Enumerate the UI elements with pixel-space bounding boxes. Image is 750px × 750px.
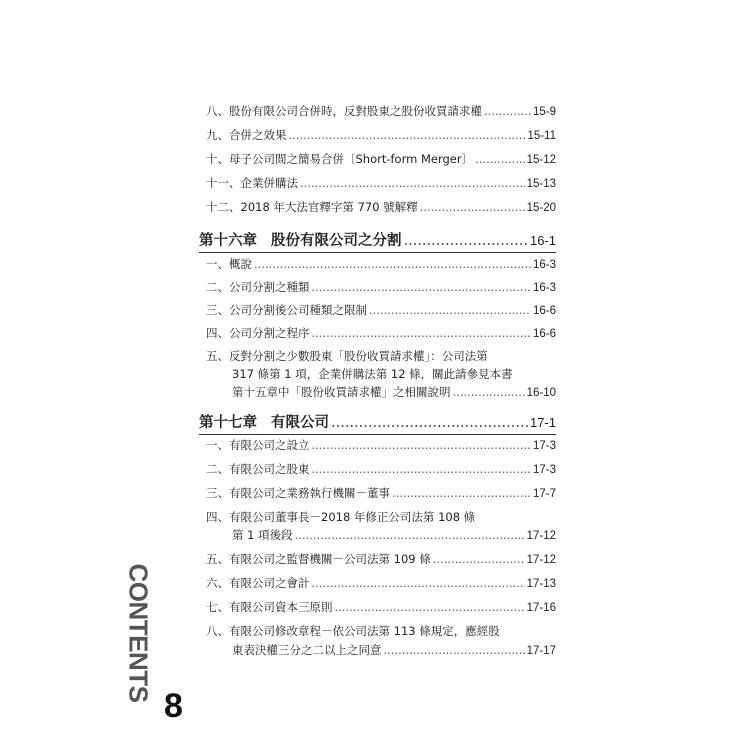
- toc-entry-17-1[interactable]: [206, 438, 556, 453]
- toc-page-ref: 16-3: [532, 282, 556, 294]
- toc-page-ref: 15-20: [526, 202, 556, 214]
- toc-entry-text: 二、有限公司之股東: [206, 462, 310, 476]
- toc-entry-16-5-line2[interactable]: 317 條第 1 項，企業併購法第 12 條，關此請參見本書: [232, 367, 513, 381]
- toc-entry-17-3[interactable]: [206, 486, 556, 501]
- toc-entry-17-2[interactable]: [206, 462, 556, 477]
- dot-leader: [312, 280, 531, 294]
- dot-leader: [475, 152, 524, 166]
- toc-page-ref: 16-6: [532, 328, 556, 340]
- dot-leader: [312, 462, 531, 476]
- dot-leader: [312, 576, 525, 590]
- toc-entry-text: 一、概說: [206, 257, 252, 271]
- toc-entry-text: 一、有限公司之設立: [206, 438, 310, 452]
- dot-leader: [453, 385, 525, 399]
- dot-leader: [335, 600, 525, 614]
- toc-page-ref: 17-12: [526, 530, 556, 542]
- toc-entry-text: 第 1 項後段: [232, 528, 293, 542]
- chapter-heading-16[interactable]: [199, 232, 556, 250]
- toc-entry-text: 三、公司分割後公司種類之限制: [206, 303, 367, 317]
- dot-leader: [289, 128, 526, 142]
- chapter-title: 有限公司: [271, 414, 329, 431]
- toc-entry-16-1[interactable]: [206, 257, 556, 272]
- chapter-page-ref: 16-1: [529, 233, 556, 248]
- toc-entry-text: 九、合併之效果: [206, 128, 287, 142]
- chapter-page-ref: 17-1: [529, 415, 556, 430]
- toc-page-ref: 16-3: [532, 259, 556, 271]
- chapter-number: 第十六章: [199, 232, 257, 249]
- toc-page-ref: 15-9: [532, 106, 556, 118]
- dot-leader: [433, 552, 525, 566]
- toc-entry-text: 十二、2018 年大法官釋字第 770 號解釋: [206, 200, 418, 214]
- dot-leader: [254, 257, 531, 271]
- dot-leader: [484, 104, 531, 118]
- dot-leader: [312, 326, 531, 340]
- toc-entry-15-10[interactable]: [206, 152, 556, 167]
- toc-entry-text: 三、有限公司之業務執行機關－董事: [206, 486, 390, 500]
- toc-entry-text: 五、有限公司之監督機關－公司法第 109 條: [206, 552, 431, 566]
- chapter-underline: [199, 252, 556, 253]
- page-number: 8: [164, 687, 183, 725]
- dot-leader: [369, 303, 531, 317]
- toc-entry-text: 七、有限公司資本三原則: [206, 600, 333, 614]
- toc-page-ref: 17-3: [532, 464, 556, 476]
- chapter-title: 股份有限公司之分割: [271, 232, 402, 249]
- toc-entry-15-9[interactable]: [206, 128, 556, 143]
- toc-entry-17-7[interactable]: [206, 600, 556, 615]
- dot-leader: [331, 414, 528, 432]
- contents-label-text: CONTENTS: [123, 563, 154, 702]
- toc-page-ref: 16-6: [532, 305, 556, 317]
- toc-page-ref: 17-7: [532, 488, 556, 500]
- toc-entry-15-8[interactable]: [206, 104, 556, 119]
- toc-page-ref: 17-13: [526, 578, 556, 590]
- toc-entry-text: 東表決權三分之二以上之同意: [232, 643, 382, 657]
- toc-entry-17-8-line2[interactable]: [232, 643, 556, 658]
- toc-entry-17-4-line2[interactable]: [232, 528, 556, 543]
- toc-entry-17-4-line1[interactable]: 四、有限公司董事長－2018 年修正公司法第 108 條: [206, 510, 476, 524]
- toc-entry-15-12[interactable]: [206, 200, 556, 215]
- toc-entry-16-2[interactable]: [206, 280, 556, 295]
- toc-entry-text: 四、公司分割之程序: [206, 326, 310, 340]
- contents-side-label: [118, 563, 158, 702]
- toc-entry-text: 十、母子公司間之簡易合併〔Short-form Merger〕: [206, 152, 474, 166]
- toc-page-ref: 17-16: [526, 602, 556, 614]
- toc-entry-16-3[interactable]: [206, 303, 556, 318]
- dot-leader: [404, 232, 528, 250]
- toc-page-ref: 17-12: [526, 554, 556, 566]
- toc-entry-15-11[interactable]: [206, 176, 556, 191]
- toc-entry-16-4[interactable]: [206, 326, 556, 341]
- toc-page-ref: 15-12: [526, 154, 556, 166]
- toc-entry-16-5-line3[interactable]: [232, 385, 556, 400]
- toc-entry-text: 六、有限公司之會計: [206, 576, 310, 590]
- toc-entry-17-5[interactable]: [206, 552, 556, 567]
- dot-leader: [295, 528, 525, 542]
- toc-entry-text: 十一、企業併購法: [206, 176, 298, 190]
- dot-leader: [312, 438, 531, 452]
- toc-entry-17-6[interactable]: [206, 576, 556, 591]
- toc-entry-text: 二、公司分割之種類: [206, 280, 310, 294]
- chapter-number: 第十七章: [199, 414, 257, 431]
- toc-entry-text: 八、股份有限公司合併時，反對股東之股份收買請求權: [206, 104, 482, 118]
- toc-page-ref: 15-11: [527, 130, 556, 142]
- chapter-underline: [199, 434, 556, 435]
- toc-entry-16-5-line1[interactable]: 五、反對分割之少數股東「股份收買請求權」：公司法第: [206, 349, 488, 363]
- toc-entry-17-8-line1[interactable]: 八、有限公司修改章程－依公司法第 113 條規定，應經股: [206, 624, 500, 638]
- dot-leader: [300, 176, 525, 190]
- chapter-heading-17[interactable]: [199, 414, 556, 432]
- toc-page-ref: 15-13: [526, 178, 556, 190]
- dot-leader: [384, 643, 525, 657]
- toc-entry-text: 第十五章中「股份收買請求權」之相關說明: [232, 385, 451, 399]
- toc-page-ref: 16-10: [526, 387, 556, 399]
- toc-page-ref: 17-3: [532, 440, 556, 452]
- dot-leader: [420, 200, 525, 214]
- dot-leader: [392, 486, 531, 500]
- toc-page-ref: 17-17: [526, 645, 556, 657]
